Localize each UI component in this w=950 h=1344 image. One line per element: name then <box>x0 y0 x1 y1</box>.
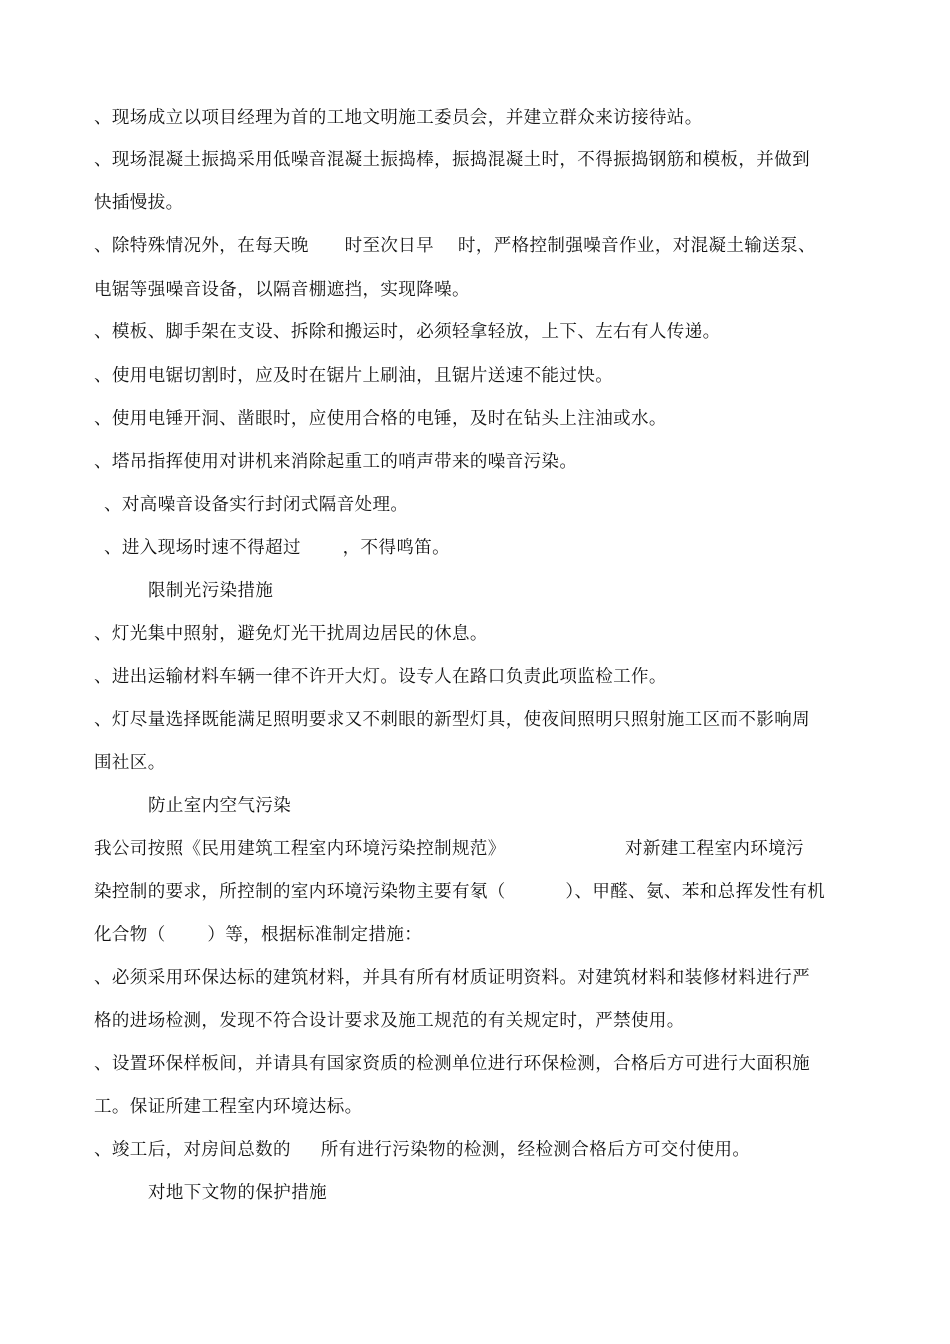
noise-item-crane: 、塔吊指挥使用对讲机来消除起重工的哨声带来的噪音污染。 <box>94 452 578 472</box>
air-item-materials: 、必须采用环保达标的建筑材料，并具有所有材质证明资料。对建筑材料和装修材料进行严 <box>94 968 810 988</box>
section-heading-air: 防止室内空气污染 <box>148 796 292 816</box>
air-item-sample-room: 、设置环保样板间，并请具有国家资质的检测单位进行环保检测，合格后方可进行大面积施 <box>94 1054 810 1074</box>
light-item-lamps: 、灯尽量选择既能满足照明要求又不刺眼的新型灯具，使夜间照明只照射施工区而不影响周 <box>94 710 810 730</box>
air-intro-line-2: 染控制的要求，所控制的室内环境污染物主要有氡（ ）、甲醛、氨、苯和总挥发性有机 <box>94 882 826 902</box>
air-item-sample-room-cont: 工。保证所建工程室内环境达标。 <box>94 1097 363 1117</box>
noise-item-night-work: 、除特殊情况外，在每天晚 时至次日早 时，严格控制强噪音作业，对混凝土输送泵、 <box>94 236 816 256</box>
air-intro-line-3: 化合物（ ）等，根据标准制定措施： <box>94 925 423 945</box>
noise-item-speed: 、进入现场时速不得超过 ，不得鸣笛。 <box>104 538 451 558</box>
light-item-focus: 、灯光集中照射，避免灯光干扰周边居民的休息。 <box>94 624 488 644</box>
air-item-completion: 、竣工后，对房间总数的 所有进行污染物的检测，经检测合格后方可交付使用。 <box>94 1140 751 1160</box>
noise-item-vibrator: 、现场混凝土振捣采用低噪音混凝土振捣棒，振捣混凝土时，不得振捣钢筋和模板，并做到 <box>94 150 810 170</box>
section-heading-light: 限制光污染措施 <box>148 581 274 601</box>
noise-item-committee: 、现场成立以项目经理为首的工地文明施工委员会，并建立群众来访接待站。 <box>94 108 703 128</box>
noise-item-night-work-cont: 电锯等强噪音设备，以隔音棚遮挡，实现降噪。 <box>94 280 470 300</box>
air-item-materials-cont: 格的进场检测，发现不符合设计要求及施工规范的有关规定时，严禁使用。 <box>94 1011 685 1031</box>
noise-item-hammer: 、使用电锤开洞、凿眼时，应使用合格的电锤，及时在钻头上注油或水。 <box>94 409 667 429</box>
section-heading-relics: 对地下文物的保护措施 <box>148 1183 327 1203</box>
noise-item-formwork: 、模板、脚手架在支设、拆除和搬运时，必须轻拿轻放，上下、左右有人传递。 <box>94 322 721 342</box>
light-item-vehicles: 、进出运输材料车辆一律不许开大灯。设专人在路口负责此项监检工作。 <box>94 667 667 687</box>
noise-item-saw: 、使用电锯切割时，应及时在锯片上刷油，且锯片送速不能过快。 <box>94 366 614 386</box>
noise-item-vibrator-cont: 快插慢拔。 <box>94 193 184 213</box>
noise-item-enclosure: 、对高噪音设备实行封闭式隔音处理。 <box>104 495 409 515</box>
air-intro-line-1: 我公司按照《民用建筑工程室内环境污染控制规范》 对新建工程室内环境污 <box>94 839 804 859</box>
light-item-lamps-cont: 围社区。 <box>94 753 166 773</box>
